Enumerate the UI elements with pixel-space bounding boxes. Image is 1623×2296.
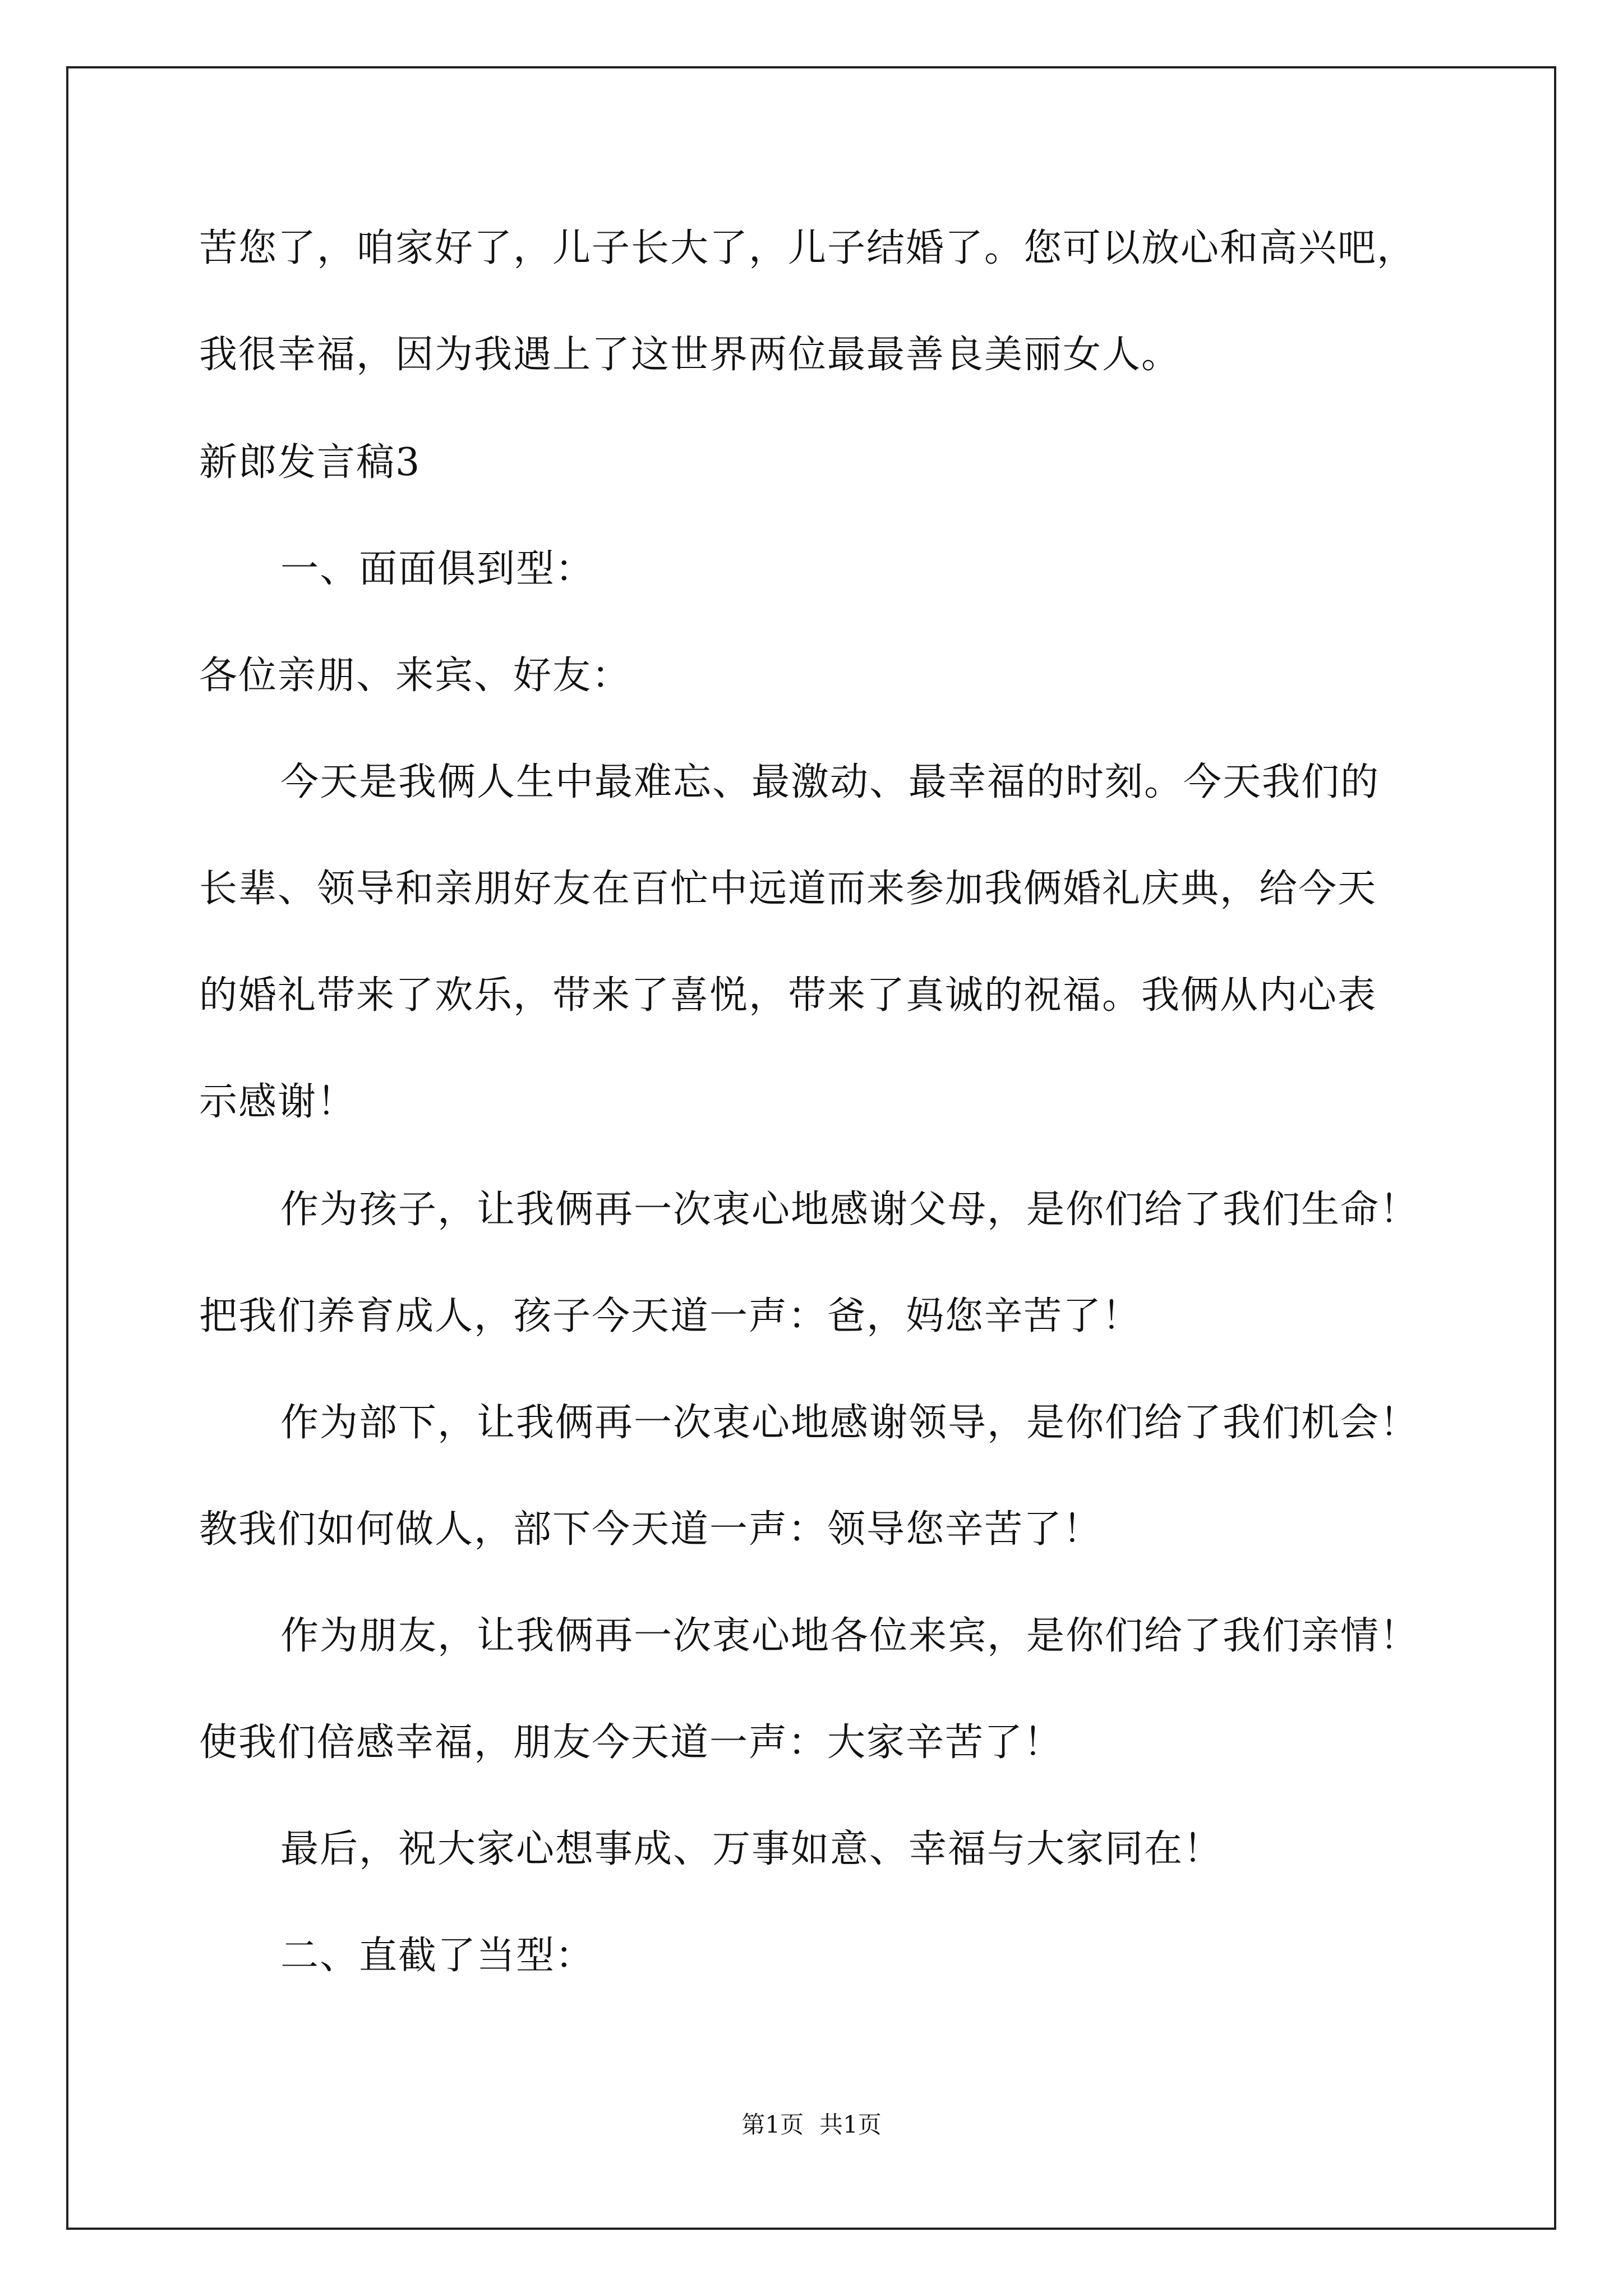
body-line: 作为孩子，让我俩再一次衷心地感谢父母，是你们给了我们生命！ [280, 1188, 1419, 1232]
section-title: 新郎发言稿3 [199, 440, 421, 485]
body-line: 作为朋友，让我俩再一次衷心地各位来宾，是你们给了我们亲情！ [280, 1614, 1419, 1658]
subsection-heading: 一、面面俱到型： [280, 547, 595, 591]
body-line: 最后，祝大家心想事成、万事如意、幸福与大家同在！ [280, 1827, 1223, 1871]
body-line: 使我们倍感幸福，朋友今天道一声：大家辛苦了！ [199, 1720, 1063, 1765]
body-line: 把我们养育成人，孩子今天道一声：爸，妈您辛苦了！ [199, 1294, 1142, 1338]
salutation-line: 各位亲朋、来宾、好友： [199, 654, 631, 698]
page-border [66, 66, 1556, 2230]
subsection-heading: 二、直截了当型： [280, 1934, 595, 1978]
page-number: 第1页 [741, 2111, 804, 2138]
body-line: 今天是我俩人生中最难忘、最激动、最幸福的时刻。今天我们的 [280, 760, 1380, 804]
body-line: 作为部下，让我俩再一次衷心地感谢领导，是你们给了我们机会！ [280, 1401, 1419, 1445]
body-line: 苦您了，咱家好了，儿子长大了，儿子结婚了。您可以放心和高兴吧， [199, 226, 1417, 270]
page-total: 共1页 [819, 2111, 882, 2138]
body-line: 示感谢！ [199, 1080, 357, 1124]
page-footer [0, 2111, 1623, 2139]
body-line: 教我们如何做人，部下今天道一声：领导您辛苦了！ [199, 1507, 1103, 1552]
body-line: 我很幸福，因为我遇上了这世界两位最最善良美丽女人。 [199, 333, 1181, 377]
body-line: 长辈、领导和亲朋好友在百忙中远道而来参加我俩婚礼庆典，给今天 [199, 867, 1377, 911]
body-line: 的婚礼带来了欢乐，带来了喜悦，带来了真诚的祝福。我俩从内心表 [199, 973, 1377, 1018]
